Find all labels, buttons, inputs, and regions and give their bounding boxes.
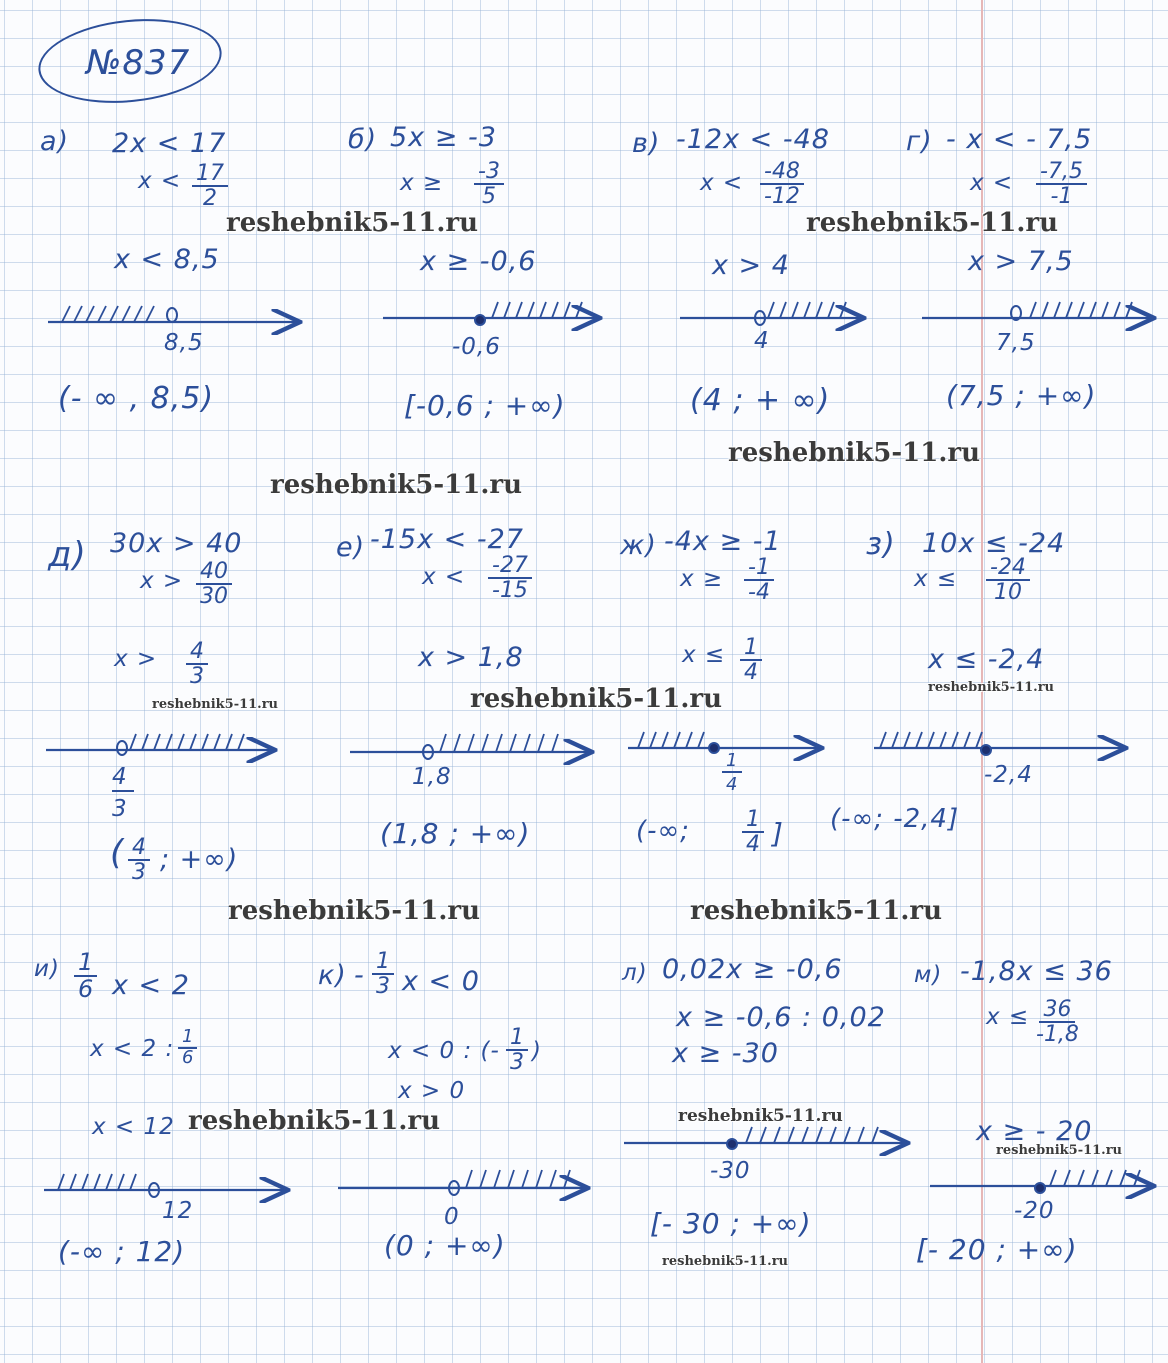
watermark: reshebnik5-11.ru <box>228 896 481 926</box>
g-fraction: $\frac{-7,5}{-1}$ <box>1036 160 1087 208</box>
label-g: г) <box>906 126 933 157</box>
z-line2: x ≤ <box>914 566 958 592</box>
d-answer-close: ; +∞) <box>160 844 239 875</box>
i-line2: x < 2 : <box>90 1036 175 1062</box>
z-point-label: -2,4 <box>984 762 1033 788</box>
hatch-l <box>746 1127 878 1143</box>
d-fraction: $\frac{40}{30}$ <box>196 560 232 608</box>
m-answer: [- 20 ; +∞) <box>916 1233 1078 1266</box>
m-point-label: -20 <box>1014 1198 1055 1224</box>
k-line3: x > 0 <box>398 1078 466 1104</box>
label-b: б) <box>348 124 378 155</box>
point-d <box>117 741 127 755</box>
k-line2-close: ) <box>532 1038 542 1064</box>
i-answer: (-∞ ; 12) <box>58 1235 186 1268</box>
b-line3: x ≥ -0,6 <box>420 246 537 277</box>
g-line2: x < <box>970 170 1014 196</box>
z-fraction: $\frac{-24}{10}$ <box>986 556 1030 604</box>
a-answer: (- ∞ , 8,5) <box>58 381 215 416</box>
watermark: reshebnik5-11.ru <box>996 1143 1123 1158</box>
b-fraction: $\frac{-3}{5}$ <box>474 160 504 208</box>
watermark: reshebnik5-11.ru <box>928 680 1055 695</box>
hatch-m <box>1050 1170 1140 1186</box>
i-point-label: 12 <box>162 1198 194 1224</box>
m-line3: x ≥ - 20 <box>976 1116 1093 1147</box>
l-line3: x ≥ -30 <box>672 1038 779 1069</box>
v-line3: x > 4 <box>712 250 790 281</box>
m-line2: x ≤ <box>986 1004 1030 1030</box>
g-line3: x > 7,5 <box>968 246 1074 277</box>
z-line3: x ≤ -2,4 <box>928 644 1045 675</box>
hatch-b <box>492 302 582 318</box>
hatch-a <box>62 306 154 322</box>
point-z <box>981 745 991 755</box>
zh-point-den: 4 <box>726 774 739 795</box>
v-line1: -12x < -48 <box>676 124 830 155</box>
hatch-e <box>440 734 558 752</box>
z-answer: (-∞; -2,4] <box>830 804 960 834</box>
label-i: и) <box>34 956 60 982</box>
watermark: reshebnik5-11.ru <box>806 208 1059 238</box>
zh-fraction: $\frac{-1}{-4}$ <box>744 556 774 604</box>
zh-line2: x ≥ <box>680 566 724 592</box>
d-answer-fraction: $\frac{4}{3}$ <box>128 836 150 884</box>
point-b <box>475 315 485 325</box>
watermark: reshebnik5-11.ru <box>678 1106 843 1126</box>
k-line2: x < 0 : (- <box>388 1038 500 1064</box>
zh-answer-fraction: $\frac{1}{4}$ <box>742 808 764 856</box>
i-line3: x < 12 <box>92 1114 175 1140</box>
e-fraction: $\frac{-27}{-15}$ <box>488 554 532 602</box>
g-point-label: 7,5 <box>996 330 1036 356</box>
a-point-label: 8,5 <box>164 330 204 356</box>
k-minus: - <box>354 960 365 991</box>
b-answer: [-0,6 ; +∞) <box>404 389 566 422</box>
label-e: е) <box>336 532 366 563</box>
hatch-k <box>466 1170 570 1188</box>
v-fraction: $\frac{-48}{-12}$ <box>760 160 804 208</box>
d-line3-fraction: $\frac{4}{3}$ <box>186 640 208 688</box>
i-line1: x < 2 <box>112 970 190 1001</box>
zh-line1: -4x ≥ -1 <box>664 526 782 557</box>
e-line3: x > 1,8 <box>418 642 524 673</box>
zh-point-num: 1 <box>726 750 739 771</box>
hatch-i <box>58 1174 136 1190</box>
b-line1: 5x ≥ -3 <box>390 122 497 153</box>
label-l: л) <box>622 960 648 986</box>
hatch-g <box>1030 302 1132 318</box>
hatch-zh <box>638 732 704 748</box>
watermark: reshebnik5-11.ru <box>226 208 479 238</box>
e-line1: -15x < -27 <box>370 524 524 555</box>
zh-line3: x ≤ <box>682 642 726 668</box>
hatch-d <box>130 734 244 750</box>
point-zh <box>709 743 719 753</box>
b-line2: x ≥ <box>400 170 444 196</box>
l-line1: 0,02x ≥ -0,6 <box>662 954 843 985</box>
d-point-den: 3 <box>112 796 128 822</box>
zh-answer-close: ] <box>772 817 784 850</box>
g-answer: (7,5 ; +∞) <box>946 379 1097 412</box>
d-line2: x > <box>140 568 184 594</box>
v-answer: (4 ; + ∞) <box>690 383 831 418</box>
point-a <box>167 308 177 322</box>
a-line1: 2x < 17 <box>112 128 227 159</box>
k-line1: x < 0 <box>402 966 480 997</box>
d-line3: x > <box>114 646 158 672</box>
k-point-label: 0 <box>444 1204 460 1230</box>
label-a: а) <box>40 126 70 157</box>
point-l <box>727 1139 737 1149</box>
watermark: reshebnik5-11.ru <box>662 1254 789 1269</box>
label-z: з) <box>866 527 896 562</box>
a-line3: x < 8,5 <box>114 244 220 275</box>
watermark: reshebnik5-11.ru <box>470 684 723 714</box>
e-point-label: 1,8 <box>412 764 452 790</box>
watermark: reshebnik5-11.ru <box>152 697 279 712</box>
g-line1: - x < - 7,5 <box>946 124 1093 155</box>
hatch-v <box>768 302 846 318</box>
m-line1: -1,8x ≤ 36 <box>960 956 1113 987</box>
zh-line3-fraction: $\frac{1}{4}$ <box>740 636 762 684</box>
l-point-label: -30 <box>710 1158 751 1184</box>
watermark: reshebnik5-11.ru <box>188 1106 441 1136</box>
zh-answer-open: (-∞; <box>636 816 690 846</box>
problem-number: №837 <box>86 43 191 83</box>
d-line1: 30x > 40 <box>110 528 243 559</box>
k-answer: (0 ; +∞) <box>384 1229 506 1262</box>
i-coef-fraction: $\frac{1}{6}$ <box>74 950 97 1002</box>
d-point-num: 4 <box>112 764 128 790</box>
label-v: в) <box>632 128 661 159</box>
label-zh: ж) <box>620 530 657 561</box>
label-k: к) <box>318 960 347 991</box>
watermark: reshebnik5-11.ru <box>270 470 523 500</box>
watermark: reshebnik5-11.ru <box>728 438 981 468</box>
l-answer: [- 30 ; +∞) <box>650 1207 812 1240</box>
k-line2-fraction: $\frac{1}{3}$ <box>506 1026 528 1074</box>
label-d: д) <box>48 535 87 575</box>
point-m <box>1035 1183 1045 1193</box>
k-coef-fraction: $\frac{1}{3}$ <box>372 950 394 998</box>
a-line2: x < <box>138 168 182 194</box>
z-line1: 10x ≤ -24 <box>922 528 1066 559</box>
d-answer-open: ( <box>110 833 125 873</box>
i-line2-fraction: $\frac{1}{6}$ <box>178 1028 197 1068</box>
m-fraction: $\frac{36}{-1,8}$ <box>1036 997 1079 1048</box>
b-point-label: -0,6 <box>452 334 501 360</box>
l-line2: x ≥ -0,6 : 0,02 <box>676 1002 886 1033</box>
watermark: reshebnik5-11.ru <box>690 896 943 926</box>
v-point-label: 4 <box>754 328 770 354</box>
label-m: м) <box>914 962 943 988</box>
e-line2: x < <box>422 564 466 590</box>
v-line2: x < <box>700 170 744 196</box>
e-answer: (1,8 ; +∞) <box>380 817 531 850</box>
hatch-z <box>880 732 982 748</box>
a-fraction: $\frac{17}{2}$ <box>192 162 228 210</box>
